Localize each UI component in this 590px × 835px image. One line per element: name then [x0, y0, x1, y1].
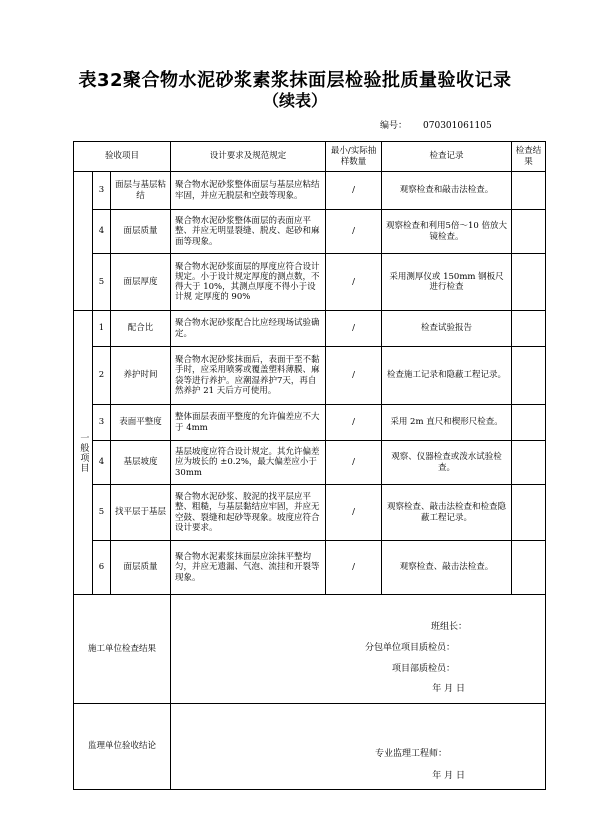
row-result[interactable]: [512, 541, 546, 595]
row-no: 6: [93, 541, 111, 595]
supervision-row: [74, 704, 546, 790]
row-no: 3: [93, 405, 111, 441]
row-record: 检查试验报告: [382, 311, 512, 347]
doc-number-label: 编号：: [380, 121, 408, 131]
row-requirement: 聚合物水泥砂浆面层的厚度应符合设计规定。小于设计规定厚度的测点数，不得大于 10%，其测点厚度不得小于设计规 定厚度的 90%: [171, 254, 326, 311]
table-row: [74, 405, 546, 441]
row-record: 检查施工记录和隐蔽工程记录。: [382, 347, 512, 405]
row-sample: /: [326, 254, 382, 311]
header-result: 检查结果: [512, 142, 546, 172]
row-requirement: 基层坡度应符合设计规定。其允许偏差应为坡长的 ±0.2%，最大偏差应小于 30mm: [171, 441, 326, 485]
row-no: 5: [93, 254, 111, 311]
header-item: 验收项目: [74, 142, 171, 172]
page-title: 表32聚合物水泥砂浆素浆抹面层检验批质量验收记录: [78, 70, 512, 91]
doc-number-value: 070301061105: [423, 121, 492, 131]
sub-inspector-label: 分包单位项目质检员：: [365, 642, 456, 653]
row-sample: /: [326, 347, 382, 405]
row-result[interactable]: [512, 172, 546, 210]
supervision-sign-area[interactable]: [171, 704, 546, 790]
row-result[interactable]: [512, 485, 546, 541]
team-leader-label: 班组长：: [431, 621, 468, 632]
header-requirement: 设计要求及规范规定: [171, 142, 326, 172]
row-name: 面层质量: [111, 541, 171, 595]
row-requirement: 聚合物水泥素浆抹面层应涂抹平整均匀，并应无遗漏、气泡、流挂和开裂等现象。: [171, 541, 326, 595]
table-row: [74, 441, 546, 485]
row-requirement: 聚合物水泥砂浆、胶泥的找平层应平整、粗糙，与基层黏结应牢固，并应无空鼓、裂缝和起砂等现象。坡度应符合设计要求。: [171, 485, 326, 541]
header-sample: 最小/实际抽样数量: [326, 142, 382, 172]
row-name: 面层质量: [111, 210, 171, 254]
row-record: 观察检查和敲击法检查。: [382, 172, 512, 210]
table-row: [74, 254, 546, 311]
construction-row: [74, 595, 546, 704]
row-result[interactable]: [512, 441, 546, 485]
row-requirement: 聚合物水泥砂浆抹面后，表面干至不黏手时，应采用喷雾或覆盖塑料薄膜、麻袋等进行养护。应潮湿养护7天，再自然养护 21 天后方可使用。: [171, 347, 326, 405]
row-name: 配合比: [111, 311, 171, 347]
row-no: 4: [93, 441, 111, 485]
row-no: 4: [93, 210, 111, 254]
header-record: 检查记录: [382, 142, 512, 172]
row-record: 观察、仪器检查或泼水试验检查。: [382, 441, 512, 485]
construction-sign-area[interactable]: [171, 595, 546, 704]
row-no: 5: [93, 485, 111, 541]
row-requirement: 整体面层表面平整度的允许偏差应不大于 4mm: [171, 405, 326, 441]
general-items-label: 一般项目: [78, 432, 89, 473]
main-item-group-cell: [74, 172, 93, 311]
row-sample: /: [326, 311, 382, 347]
row-record: 采用测厚仪或 150mm 钢板尺进行检查: [382, 254, 512, 311]
construction-label: 施工单位检查结果: [74, 595, 171, 704]
row-result[interactable]: [512, 210, 546, 254]
engineer-label: 专业监理工程师：: [375, 748, 448, 759]
table-row: [74, 210, 546, 254]
row-sample: /: [326, 541, 382, 595]
row-name: 面层与基层粘结: [111, 172, 171, 210]
row-requirement: 聚合物水泥砂浆整体面层与基层应粘结牢固，并应无脱层和空鼓等现象。: [171, 172, 326, 210]
row-result[interactable]: [512, 347, 546, 405]
row-result[interactable]: [512, 254, 546, 311]
row-sample: /: [326, 172, 382, 210]
row-sample: /: [326, 405, 382, 441]
row-result[interactable]: [512, 311, 546, 347]
row-sample: /: [326, 485, 382, 541]
supervision-label: 监理单位验收结论: [74, 704, 171, 790]
row-record: 观察检查、敲击法检查。: [382, 541, 512, 595]
construction-date: 年 月 日: [432, 683, 466, 694]
table-header-row: [74, 142, 546, 172]
table-row: [74, 485, 546, 541]
row-record: 观察检查、敲击法检查和检查隐蔽工程记录。: [382, 485, 512, 541]
doc-number: [380, 118, 508, 131]
table-row: [74, 541, 546, 595]
row-no: 1: [93, 311, 111, 347]
row-sample: /: [326, 441, 382, 485]
table-row: [74, 311, 546, 347]
table-row: [74, 347, 546, 405]
supervision-date: 年 月 日: [432, 770, 466, 781]
table-row: [74, 172, 546, 210]
row-name: 表面平整度: [111, 405, 171, 441]
row-record: 观察检查和利用5倍～10 倍放大镜检查。: [382, 210, 512, 254]
row-result[interactable]: [512, 405, 546, 441]
row-name: 找平层于基层: [111, 485, 171, 541]
row-requirement: 聚合物水泥砂浆配合比应经现场试验确定。: [171, 311, 326, 347]
project-inspector-label: 项目部质检员：: [392, 663, 456, 674]
page-subtitle: （续表）: [262, 91, 327, 110]
row-no: 3: [93, 172, 111, 210]
row-no: 2: [93, 347, 111, 405]
inspection-table: [73, 141, 546, 790]
general-items-label-cell: [74, 311, 93, 595]
row-requirement: 聚合物水泥砂浆整体面层的表面应平整、并应无明显裂缝、脱皮、起砂和麻面等现象。: [171, 210, 326, 254]
row-name: 养护时间: [111, 347, 171, 405]
row-name: 基层坡度: [111, 441, 171, 485]
row-record: 采用 2m 直尺和楔形尺检查。: [382, 405, 512, 441]
row-sample: /: [326, 210, 382, 254]
row-name: 面层厚度: [111, 254, 171, 311]
